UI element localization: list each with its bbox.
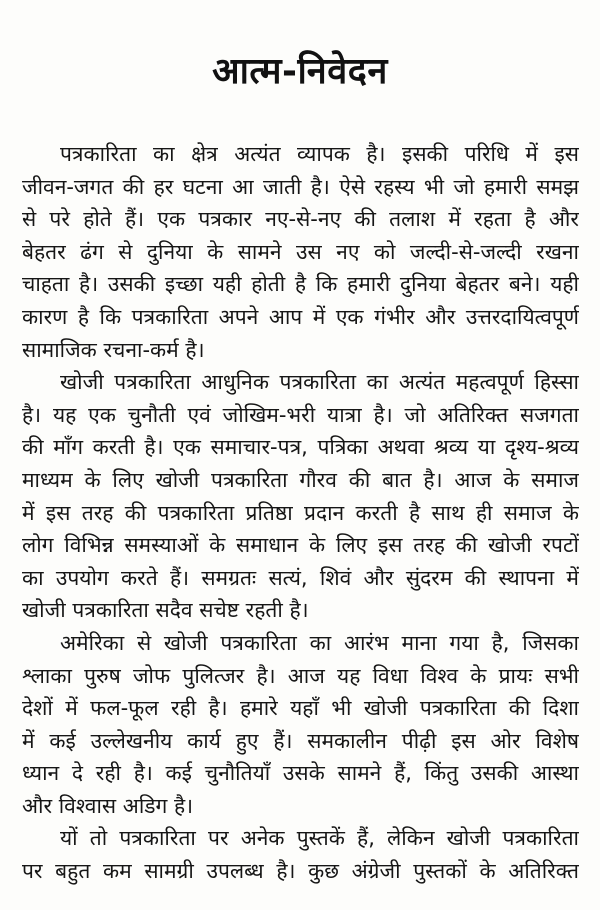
paragraph <box>22 138 579 366</box>
text-line: जीवन-जगत की हर घटना आ जाती है। ऐसे रहस्य भी जो हमारी समझ <box>22 174 579 199</box>
text-line: श्लाका पुरुष जोफ पुलित्जर है। आज यह विधा विश्व के प्रायः सभी <box>22 663 579 688</box>
text-line: यों तो पत्रकारिता पर अनेक पुस्तकें हैं, लेकिन खोजी पत्रकारिता <box>60 826 579 851</box>
text-line: पत्रकारिता का क्षेत्र अत्यंत व्यापक है। इसकी परिधि में इस <box>60 142 579 166</box>
text-line: से परे होते हैं। एक पत्रकार नए-से-नए की तलाश में रहता है और <box>22 207 579 232</box>
text-line: कारण है कि पत्रकारिता अपने आप में एक गंभीर और उत्तरदायित्वपूर्ण <box>22 304 579 329</box>
text-line: का उपयोग करते हैं। समग्रतः सत्यं, शिवं और सुंदरम की स्थापना में <box>22 565 579 590</box>
text-line: ध्यान दे रही है। कई चुनौतियाँ उसके सामने हैं, किंतु उसकी आस्था <box>22 761 579 786</box>
paragraph <box>22 822 579 887</box>
text-line: में इस तरह की पत्रकारिता प्रतिष्ठा प्रदान करती है साथ ही समाज के <box>22 500 579 525</box>
text-line: देशों में फल-फूल रही है। हमारे यहाँ भी खोजी पत्रकारिता की दिशा <box>22 696 579 721</box>
text-line: में कई उल्लेखनीय कार्य हुए हैं। समकालीन पीढ़ी इस ओर विशेष <box>22 728 579 753</box>
text-line: सामाजिक रचना-कर्म है। <box>22 337 205 362</box>
paragraph <box>22 627 579 823</box>
text-line: खोजी पत्रकारिता सदैव सचेष्ट रहती है। <box>22 598 309 623</box>
text-line: खोजी पत्रकारिता आधुनिक पत्रकारिता का अत्यंत महत्वपूर्ण हिस्सा <box>60 370 579 395</box>
text-line: और विश्वास अडिग है। <box>22 793 194 818</box>
body-text <box>22 138 579 888</box>
text-line: अमेरिका से खोजी पत्रकारिता का आरंभ माना गया है, जिसका <box>60 630 579 655</box>
text-line: पर बहुत कम सामग्री उपलब्ध है। कुछ अंग्रेजी पुस्तकों के अतिरिक्त <box>22 859 579 884</box>
paragraph <box>22 366 579 627</box>
text-line: की माँग करती है। एक समाचार-पत्र, पत्रिका अथवा श्रव्य या दृश्य-श्रव्य <box>22 435 579 460</box>
text-line: लोग विभिन्न समस्याओं के समाधान के लिए इस तरह की खोजी रपटों <box>22 533 579 558</box>
text-line: है। यह एक चुनौती एवं जोखिम-भरी यात्रा है। जो अतिरिक्त सजगता <box>22 402 579 427</box>
text-line: बेहतर ढंग से दुनिया के सामने उस नए को जल्दी-से-जल्दी रखना <box>22 239 579 264</box>
text-line: माध्यम के लिए खोजी पत्रकारिता गौरव की बात है। आज के समाज <box>22 467 579 492</box>
text-line: चाहता है। उसकी इच्छा यही होती है कि हमारी दुनिया बेहतर बने। यही <box>22 272 579 297</box>
page-title: आत्म-निवेदन <box>212 51 388 92</box>
